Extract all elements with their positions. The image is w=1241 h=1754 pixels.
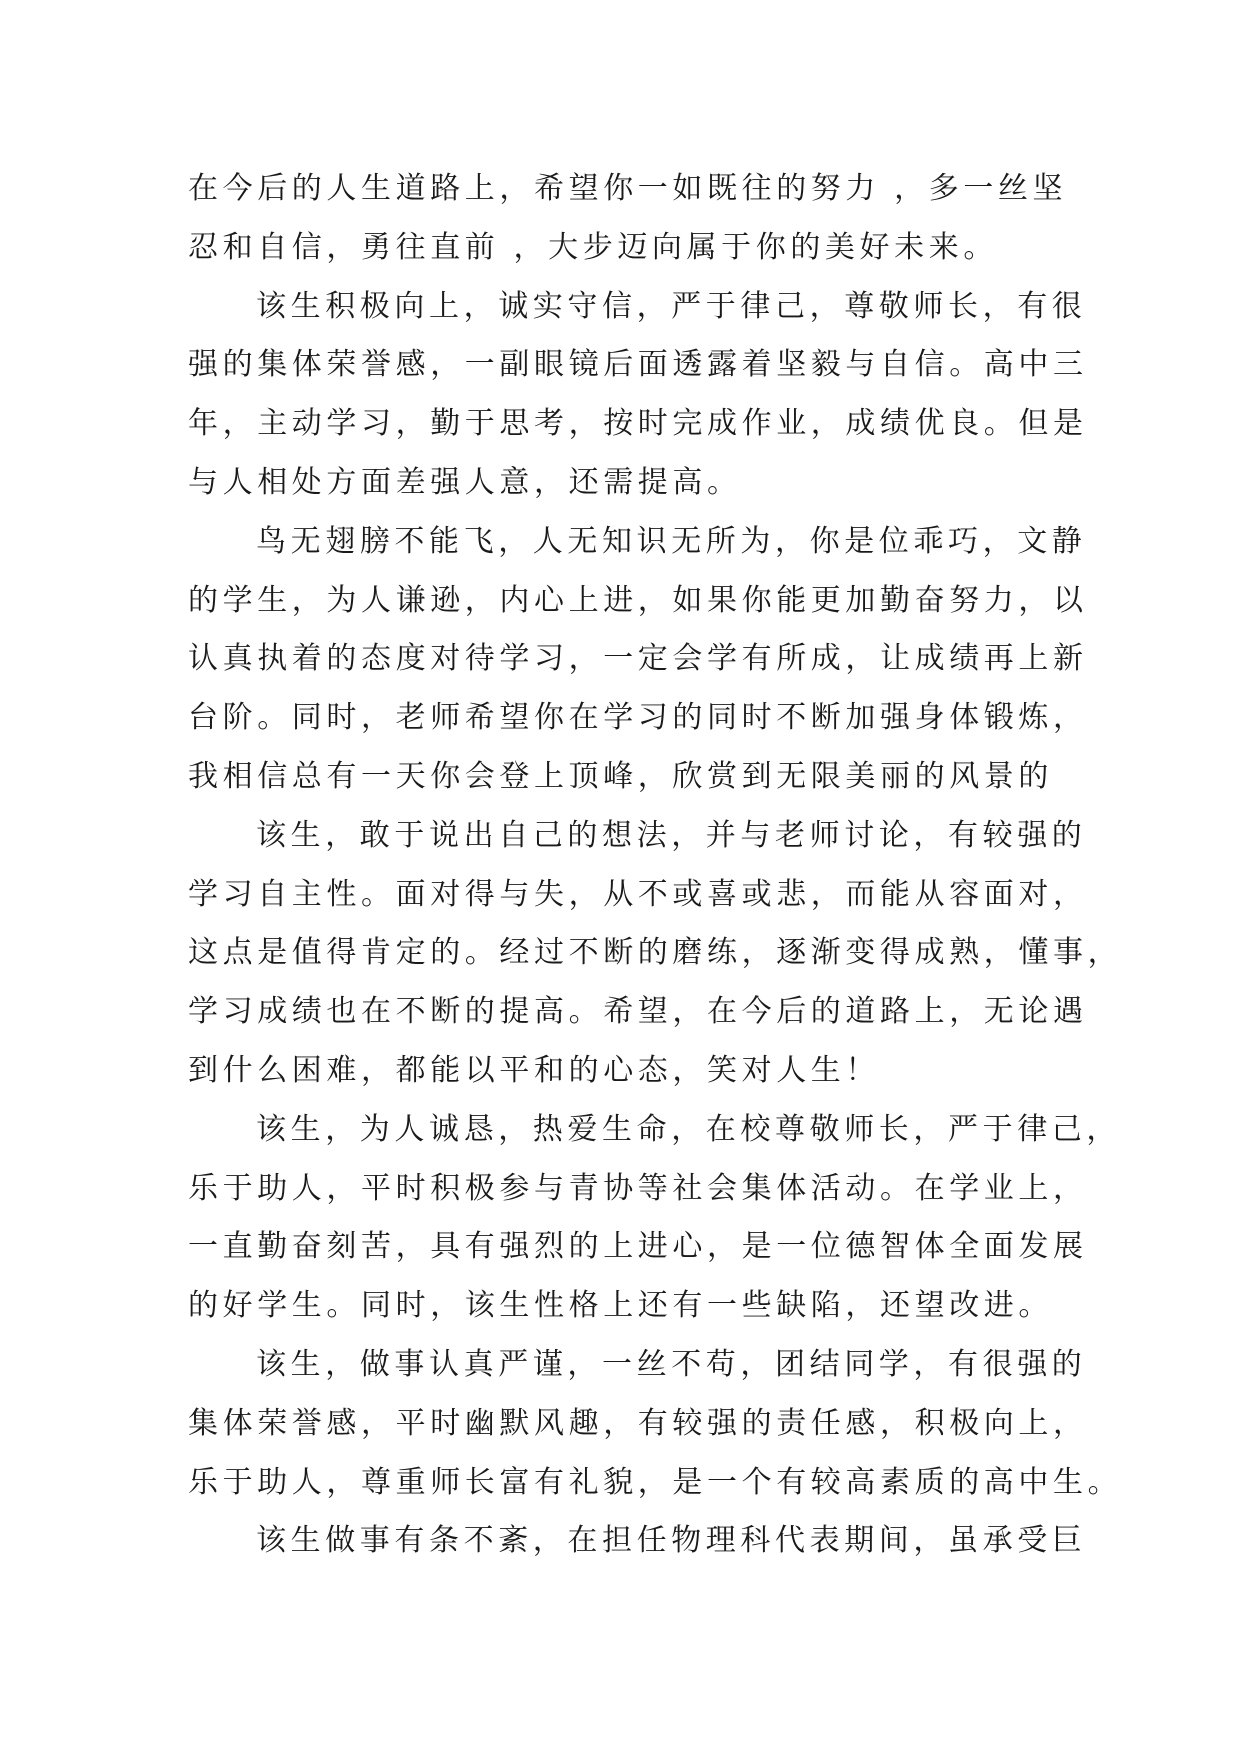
text-line: 学习自主性。面对得与失，从不或喜或悲，而能从容面对， bbox=[188, 876, 1088, 912]
document-body bbox=[188, 160, 1123, 1571]
text-line: 年，主动学习，勤于思考，按时完成作业，成绩优良。但是 bbox=[188, 406, 1088, 442]
paragraph bbox=[188, 160, 1068, 278]
text-line: 鸟无翅膀不能飞，人无知识无所为，你是位乖巧，文静 bbox=[256, 523, 1087, 559]
text-line: 学习成绩也在不断的提高。希望，在今后的道路上，无论遇 bbox=[188, 994, 1088, 1030]
text-line: 一直勤奋刻苦，具有强烈的上进心，是一位德智体全面发展 bbox=[188, 1229, 1088, 1265]
paragraph bbox=[188, 807, 1123, 1101]
text-line: 的好学生。同时，该生性格上还有一些缺陷，还望改进。 bbox=[188, 1288, 1053, 1324]
text-line: 该生，敢于说出自己的想法，并与老师讨论，有较强的 bbox=[256, 817, 1087, 853]
text-line: 强的集体荣誉感，一副眼镜后面透露着坚毅与自信。高中三 bbox=[188, 347, 1088, 383]
text-line: 到什么困难，都能以平和的心态，笑对人生！ bbox=[188, 1052, 880, 1088]
text-line: 台阶。同时，老师希望你在学习的同时不断加强身体锻炼， bbox=[188, 700, 1088, 736]
paragraph bbox=[188, 278, 1088, 513]
text-line: 认真执着的态度对待学习，一定会学有所成，让成绩再上新 bbox=[188, 641, 1088, 677]
text-line: 该生，为人诚恳，热爱生命，在校尊敬师长，严于律己， bbox=[256, 1111, 1121, 1147]
text-line: 乐于助人，平时积极参与青协等社会集体活动。在学业上， bbox=[188, 1170, 1088, 1206]
text-line: 集体荣誉感，平时幽默风趣，有较强的责任感，积极向上， bbox=[188, 1405, 1088, 1441]
paragraph bbox=[188, 513, 1088, 807]
paragraph bbox=[188, 1512, 1087, 1571]
text-line: 的学生，为人谦逊，内心上进，如果你能更加勤奋努力，以 bbox=[188, 582, 1088, 618]
text-line: 忍和自信，勇往直前 ，大步迈向属于你的美好未来。 bbox=[188, 229, 998, 265]
text-line: 该生做事有条不紊，在担任物理科代表期间，虽承受巨 bbox=[256, 1523, 1087, 1559]
text-line: 我相信总有一天你会登上顶峰，欣赏到无限美丽的风景的 bbox=[188, 758, 1053, 794]
text-line: 这点是值得肯定的。经过不断的磨练，逐渐变得成熟，懂事， bbox=[188, 935, 1123, 971]
text-line: 该生积极向上，诚实守信，严于律己，尊敬师长，有很 bbox=[256, 288, 1087, 324]
text-line: 与人相处方面差强人意，还需提高。 bbox=[188, 464, 742, 500]
text-line: 乐于助人，尊重师长富有礼貌，是一个有较高素质的高中生。 bbox=[188, 1464, 1123, 1500]
paragraph bbox=[188, 1101, 1121, 1336]
text-line: 该生，做事认真严谨，一丝不苟，团结同学，有很强的 bbox=[256, 1346, 1087, 1382]
paragraph bbox=[188, 1336, 1123, 1512]
text-line: 在今后的人生道路上，希望你一如既往的努力 ，多一丝坚 bbox=[188, 171, 1068, 206]
